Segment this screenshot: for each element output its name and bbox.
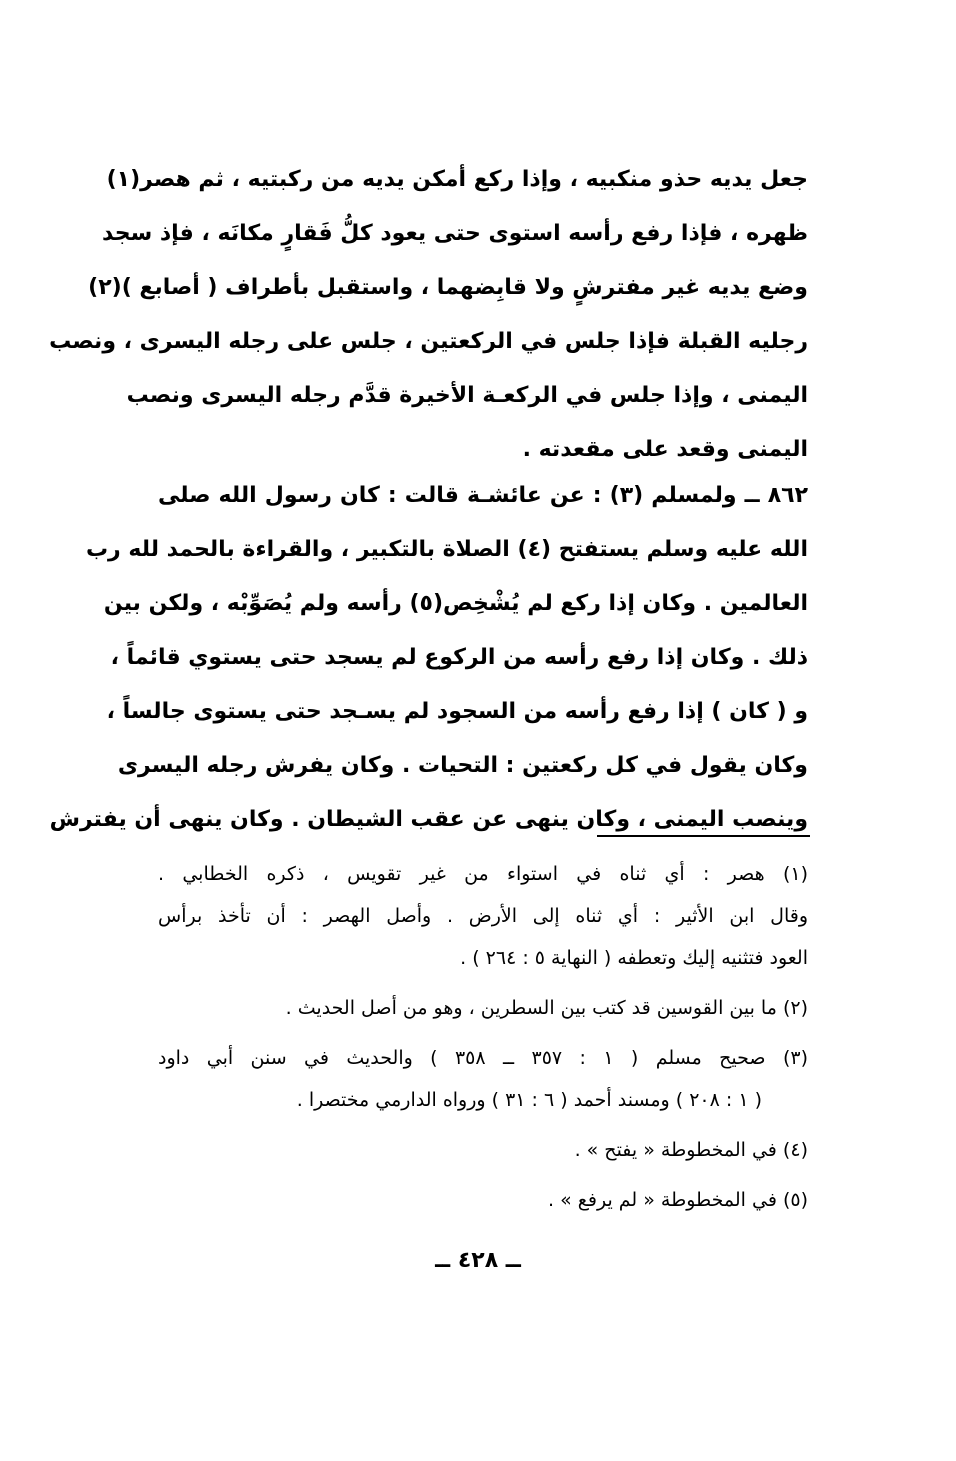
hadith-862-paragraph	[49, 469, 809, 847]
text-line: و ( كان ) إذا رفع رأسه من السجود لم يسـجد حتى يستوى جالساً ،	[106, 699, 808, 724]
text-line: وينصب اليمنى ، وكان ينهى عن عقب الشيطان . وكان ينهى أن يفترش	[49, 807, 808, 832]
footnotes	[158, 853, 808, 1221]
text-line: اليمنى ، وإذا جلس في الركعـة الأخيرة قدَّم رجله اليسرى ونصب	[126, 383, 808, 408]
footnote-4: (٤) في المخطوطة « يفتح » .	[574, 1139, 808, 1161]
footnote-line: وقال ابن الأثير : أي ثناه إلى الأرض . وأصل الهصر : أن تأخذ برأس	[158, 905, 808, 927]
footnote-line: ( ١ : ٢٠٨ ) ومسند أحمد ( ٦ : ٣١ ) ورواه الدارمي مختصرا .	[296, 1089, 762, 1111]
text-line: الله عليه وسلم يستفتح (٤) الصلاة بالتكبير ، والقراءة بالحمد لله رب	[85, 537, 808, 562]
text-line: ٨٦٢ ــ ولمسلم (٣) : عن عائشـة قالت : كان رسول الله صلى	[158, 483, 809, 508]
footnote-5: (٥) في المخطوطة « لم يرفع » .	[548, 1189, 808, 1211]
footnote-3	[158, 1037, 808, 1121]
text-line: وضع يديه غير مفترشٍ ولا قابِضهما ، واستقبل بأطراف ( أصابع )(٢)	[88, 275, 808, 300]
footnote-line: (١) هصر : أي ثناه في استواء من غير تقويس ، ذكره الخطابي .	[158, 863, 808, 885]
page-number: ــ ٤٢٨ ــ	[435, 1248, 521, 1273]
footnote-1	[158, 853, 808, 979]
text-line: جعل يديه حذو منكبيه ، وإذا ركع أمكن يديه من ركبتيه ، ثم هصر(١)	[106, 167, 808, 192]
text-line: وكان يقول في كل ركعتين : التحيات . وكان يفرش رجله اليسرى	[117, 753, 808, 778]
footnote-line: (٣) صحيح مسلم ( ١ : ٣٥٧ ــ ٣٥٨ ) والحديث في سنن أبي داود	[158, 1047, 808, 1069]
text-line: العالمين . وكان إذا ركع لم يُشْخِص(٥) رأسه ولم يُصَوِّبْه ، ولكن بين	[103, 591, 808, 616]
paragraph-continuation	[49, 153, 808, 477]
text-line: ظهره ، فإذا رفع رأسه استوى حتى يعود كلُّ فَقارٍ مكانَه ، فإذ سجد	[102, 221, 808, 246]
footnote-line: العود فتثنيه إليك وتعطفه ( النهاية ٥ : ٢٦٤ ) .	[460, 947, 808, 969]
text-line: ذلك . وكان إذا رفع رأسه من الركوع لم يسجد حتى يستوي قائماً ،	[110, 645, 808, 670]
text-line: رجليه القبلة فإذا جلس في الركعتين ، جلس على رجله اليسرى ، ونصب	[49, 329, 808, 354]
text-line: اليمنى وقعد على مقعدته .	[522, 437, 808, 462]
footnote-2: (٢) ما بين القوسين قد كتب بين السطرين ، وهو من أصل الحديث .	[285, 997, 808, 1019]
footnote-divider	[597, 835, 810, 837]
